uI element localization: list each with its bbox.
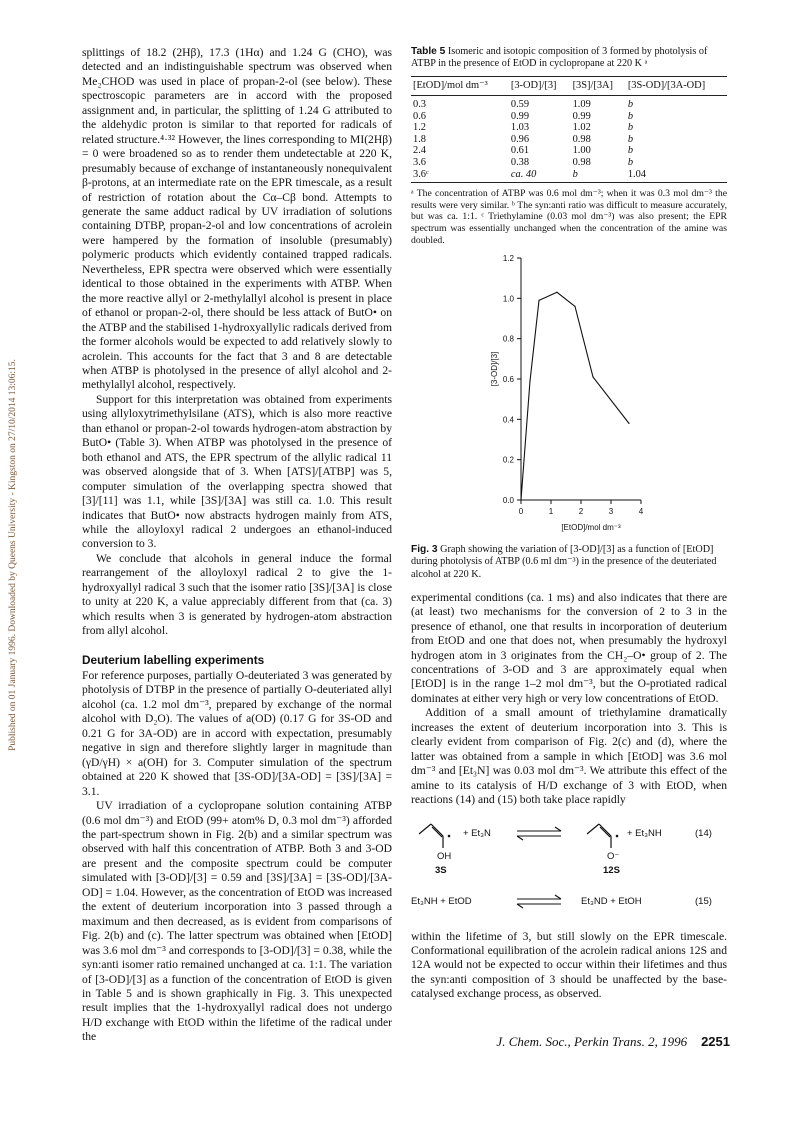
table-label: Table 5 [411, 46, 446, 57]
table-row [411, 169, 727, 183]
table-cell: 1.04 [626, 169, 727, 183]
y-tick-label: 0.0 [502, 496, 514, 506]
x-axis-label: [EtOD]/mol dm⁻³ [561, 523, 621, 533]
paragraph: within the lifetime of 3, but still slowly on the EPR timescale. Conformational equilibration of the acrolein radical anions 12S and 12A would not be expected to occur within their lifetimes and thus the syn:anti composition of 3 should be unaffected by the base-catalysed exchange process, as observed. [411, 929, 727, 1001]
paragraph: experimental conditions (ca. 1 ms) and also indicates that there are (at least) two mechanisms for the conversion of 2 to 3 in the presence of ethanol, one that results in incorporation of deuterium from EtOD and one that does not, when presumably the hydroxyl hydrogen atom in 3 originates from the CH₂–O• group of 2. The concentrations of 3-OD and 3 are approximately equal when [EtOD] is in the range 1–2 mol dm⁻³, but the O-protiated radical dominates at either very high or very low concentrations of EtOD. [411, 590, 727, 705]
radical-dot [448, 834, 451, 837]
table-row [411, 111, 727, 123]
data-point [538, 300, 539, 301]
table-cell: b [627, 99, 634, 110]
table-row [411, 145, 727, 157]
paragraph: UV irradiation of a cyclopropane solution containing ATBP (0.6 mol dm⁻³) and EtOD (99+ atom% D, 0.3 mol dm⁻³) afforded the part-spectrum shown in Fig. 2(b) and a similar spectrum was observed with half this concentration of ATBP. Both 3 and 3-OD are present and the composite spectrum could be computer simulated with [3-OD]/[3] = 0.59 and [3S]/[3A] = [3S-OD]/[3A-OD] = 1.04. However, as the concentration of EtOD was increased the extent of deuterium incorporation into 3 passed through a maximum and then decreased, as is evident from comparisons of Fig. 2(b) and (c). The latter spectrum was obtained when [EtOD] was 3.6 mol dm⁻³ and corresponds to [3-OD]/[3] = 0.38, while the syn:anti isomer ratio remained unchanged at ca. 1:1. The variation of [3-OD]/[3] as a function of the concentration of EtOD is given in Table 5 and is shown graphically in Fig. 3. This unexpected result implies that the 1-hydroxyallyl radical does not undergo H/D exchange with EtOD within the lifetime of the radical under the [82, 799, 392, 1044]
figure-caption-text: Graph showing the variation of [3-OD]/[3] as a function of [EtOD] during photolysis of ATBP (0.6 ml dm⁻³) in the presence of the deuteriated alcohol at 220 K. [411, 544, 717, 580]
figure-3-chart [411, 250, 727, 540]
data-point [628, 423, 629, 424]
x-tick-label: 2 [578, 507, 584, 517]
table-cell: 0.6 [413, 110, 426, 122]
table-header-cell: [3S-OD]/[3A-OD] [626, 77, 727, 96]
table-cell: b [627, 156, 634, 168]
section-heading: Deuterium labelling experiments [82, 652, 265, 667]
reagent-label: + Et₃N [463, 827, 491, 839]
equation-number: (14) [695, 827, 712, 839]
chart-svg [411, 250, 727, 540]
table-cell: b [627, 122, 634, 134]
table-row [411, 134, 727, 146]
compound-label: 12S [603, 864, 620, 876]
paragraph: Support for this interpretation was obtained from experiments using allyloxytrimethylsilane (ATS), which is also more reactive than ethanol or propan-2-ol towards hydrogen-atom abstraction by ButO• (Table 3). When ATBP was photolysed in the presence of both ethanol and ATS, the EPR spectrum of the allylic radical 11 was observed alongside that of 3. When [ATS]/[ATBP] was 5, computer simulation of the overlapping spectra showed that [3]/[11] was 1.1, while [3S]/[3A] was still ca. 1.0. This result indicates that ButO• now abstracts hydrogen mainly from ATS, while the alloyloxyl radical 2 undergoes an ethanol-induced conversion to 3. [82, 392, 392, 551]
compound-label: 3S [435, 864, 447, 876]
data-point [556, 292, 557, 293]
table-cell: 0.96 [510, 133, 530, 145]
table-cell: b [627, 110, 634, 122]
radical-dot [616, 834, 619, 837]
table-cell: 1.00 [572, 145, 591, 157]
table-header-cell: [3-OD]/[3] [509, 77, 571, 96]
table-header-cell: [3S]/[3A] [571, 77, 626, 96]
table-cell: b [571, 169, 626, 183]
figure-label: Fig. 3 [411, 544, 438, 556]
equilibrium-arrow [517, 895, 561, 908]
table-cell: 0.3 [413, 99, 426, 110]
y-axis-label: [3-OD]/[3] [490, 351, 499, 387]
x-tick-label: 1 [548, 507, 554, 517]
figure-caption [411, 544, 727, 581]
left-column [82, 46, 392, 1045]
table-cell: 1.02 [572, 122, 591, 134]
series-line [521, 292, 629, 500]
table-caption [411, 46, 727, 70]
x-tick-label: 4 [638, 507, 644, 517]
table-caption-text: Isomeric and isotopic composition of 3 formed by photolysis of ATBP in the presence of EtOD in cyclopropane at 220 K ᵃ [411, 46, 708, 70]
y-tick-label: 0.2 [502, 455, 514, 465]
y-tick-label: 0.4 [502, 415, 514, 425]
table-cell: b [627, 133, 634, 145]
data-point [592, 377, 593, 378]
table-cell: 1.03 [510, 122, 530, 134]
table-row [411, 157, 727, 169]
equation-right: Et₃ND + EtOH [581, 895, 642, 907]
table-footnote: ᵃ The concentration of ATBP was 0.6 mol dm⁻³; when it was 0.3 mol dm⁻³ the results were very similar. ᵇ The syn:anti ratio was difficult to measure accurately, but was ca. 1:1. ᶜ Triethylamine (0.03 mol dm⁻³) was also present; the EPR spectrum was essentially unchanged when the concentration of the amine was doubled. [411, 188, 727, 246]
equation-number: (15) [695, 895, 712, 907]
table-cell: 1.8 [413, 133, 426, 145]
table-cell: 3.6 [413, 156, 426, 168]
table-row [411, 96, 727, 111]
equation-left: Et₃NH + EtOD [411, 895, 472, 907]
download-watermark [6, 230, 20, 880]
watermark-text: Published on 01 January 1996. Downloaded by Queens University - Kingston on 27/10/2014 13:06:15. [8, 359, 18, 751]
table-5 [411, 76, 727, 183]
allyl-structure-12S [587, 824, 611, 848]
page-footer [480, 1034, 730, 1050]
right-column [411, 46, 727, 1002]
table-cell: b [627, 145, 634, 157]
paragraph: For reference purposes, partially O-deuteriated 3 was generated by photolysis of DTBP in the presence of partially O-deuteriated allyl alcohol (ca. 1.2 mol dm⁻³, prepared by exchange of the normal alcohol with D₂O). The values of a(OD) (0.17 G for 3S-OD and 0.21 G for 3A-OD) are in accord with expectation, presumably negative in sign and therefore slightly larger in magnitude than (γD/γH) × a(OH) for 3. Computer simulation of the spectrum obtained at 220 K showed that [3S-OD]/[3A-OD] = [3S]/[3A] = 3.1. [82, 669, 392, 798]
table-header-cell: [EtOD]/mol dm⁻³ [411, 77, 509, 96]
table-cell: 3.6ᶜ [411, 169, 509, 183]
data-point [574, 306, 575, 307]
paragraph: Addition of a small amount of triethylamine dramatically increases the extent of deuterium incorporation into 3. This is clearly evident from comparison of Fig. 2(c) and (d), where the latter was obtained from a sample in which [EtOD] was 3.6 mol dm⁻³ and [Et₃N] was 0.03 mol dm⁻³. We attribute this effect of the amine to its catalysis of H/D exchange of 3 with EtOD, when reactions (14) and (15) both take place rapidly [411, 706, 727, 807]
paragraph: splittings of 18.2 (2Hβ), 17.3 (1Hα) and 1.24 G (CHO), was detected and an indistinguishable spectrum was observed when Me₂CHOD was used in place of propan-2-ol (see below). These spectroscopic parameters are in accord with the proposed assignment and, in particular, the splitting of 1.24 G attributed to the aldehydic proton is similar to that reported for radicals of related structure.⁴·³² However, the lines corresponding to MI(2Hβ) = 0 were broadened so as to render them undetectable at 220 K, presumably because of exchange of instantaneously nonequivalent β-protons, at an intermediate rate on the EPR timescale, as a result of restriction of rotation about the Cα–Cβ bond. Attempts to generate the same adduct radical by UV irradiation of solutions containing DTBP, propan-2-ol and low concentrations of acrolein were hampered by the formation of insoluble (presumably) polymeric products which evidently contained trapped radicals. Nevertheless, EPR spectra were observed which were essentially identical to those obtained in the experiments with ATBP. When the more reactive allyl or 2-methylallyl alcohol is present in place of ethanol or propan-2-ol, there should be less attack of ButO• on the ATBP and the stabilised 1-hydroxyallylic radicals derived from the former alcohols would be expected to add relatively slowly to acrolein. This accounts for the fact that 3 and 8 are detectable when ATBP is photolysed in the presence of allyl alcohol and 2-methylallyl alcohol, respectively. [82, 46, 392, 392]
y-tick-label: 0.8 [502, 334, 514, 344]
reagent-label: + Et₃NH [627, 827, 662, 839]
table-cell: 0.59 [510, 99, 530, 110]
table-cell: 1.09 [572, 99, 591, 110]
y-tick-label: 1.2 [502, 254, 514, 264]
page-number: 2251 [701, 1034, 730, 1049]
substituent-label: OH [437, 850, 452, 862]
table-cell: 2.4 [413, 145, 426, 157]
data-point [520, 500, 521, 501]
y-tick-label: 0.6 [502, 375, 514, 385]
table-cell: 0.38 [510, 156, 530, 168]
allyl-structure-3S [419, 824, 443, 848]
data-point [529, 381, 530, 382]
table-cell: 0.98 [572, 133, 591, 145]
reaction-scheme [411, 814, 727, 924]
table-cell: ca. 40 [509, 169, 571, 183]
table-row [411, 122, 727, 134]
table-header-row [411, 77, 727, 96]
x-tick-label: 3 [608, 507, 614, 517]
table-cell: 0.98 [572, 156, 591, 168]
y-tick-label: 1.0 [502, 294, 514, 304]
journal-citation: J. Chem. Soc., Perkin Trans. 2, 1996 [496, 1034, 688, 1049]
table-cell: 0.99 [510, 110, 530, 122]
paragraph: We conclude that alcohols in general induce the formal rearrangement of the alloyloxyl radical 2 to give the 1-hydroxyallyl radical 3 such that the isomer ratio [3S]/[3A] is close to unity at 220 K, a value appreciably different from that (ca. 3) which results when 3 is generated by hydrogen-atom abstraction from allyl alcohol. [82, 551, 392, 638]
table-cell: 0.99 [572, 110, 591, 122]
x-tick-label: 0 [518, 507, 524, 517]
table-cell: 0.61 [510, 145, 530, 157]
substituent-label: O⁻ [607, 850, 620, 862]
equilibrium-arrow [517, 827, 561, 840]
table-cell: 1.2 [413, 122, 426, 134]
